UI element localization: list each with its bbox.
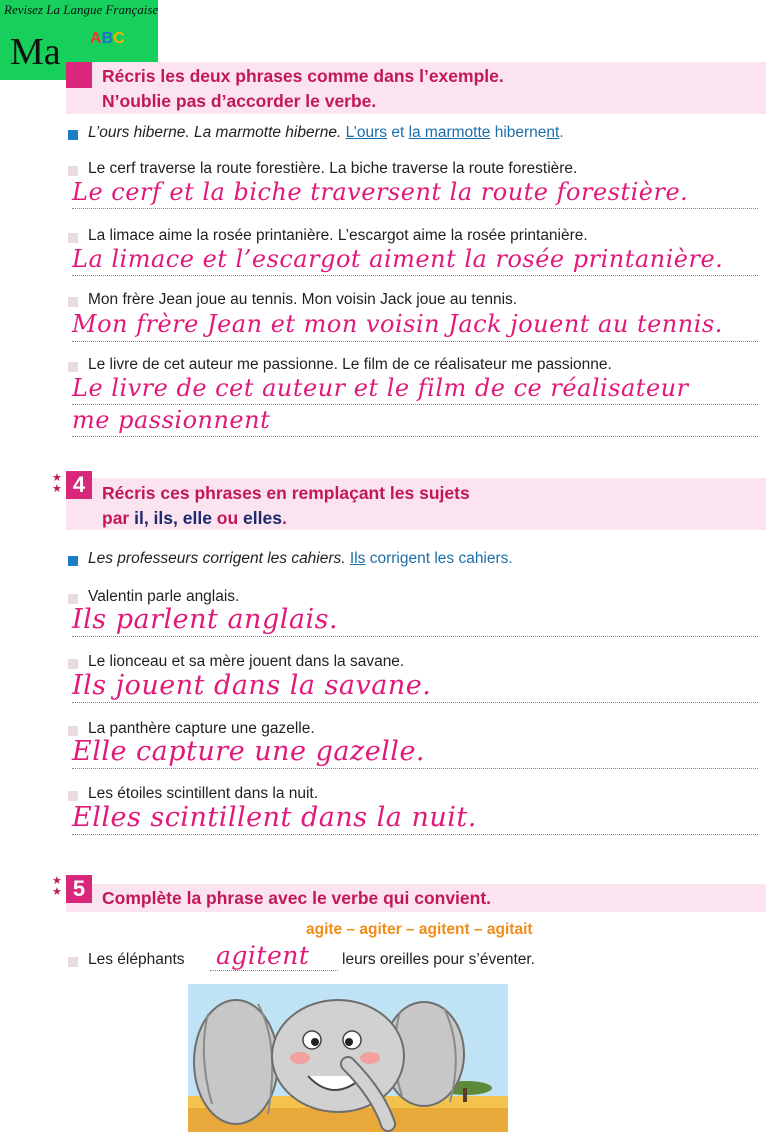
example-marker [68, 130, 78, 140]
exercise4-item1-prompt: Valentin parle anglais. [88, 588, 240, 605]
item-marker [68, 362, 78, 372]
exercise4-heading-line2: par il, ils, elle ou elles. [102, 508, 287, 528]
answer-line [72, 404, 758, 405]
logo-abc-letters: ABC [90, 30, 125, 47]
exercise4-item2-prompt: Le lionceau et sa mère jouent dans la savane. [88, 653, 405, 670]
exercise4-item3-answer: Elle capture une gazelle. [72, 736, 426, 767]
exercise3-item4-answer-line2: me passionnent [72, 406, 271, 434]
item-marker [68, 659, 78, 669]
answer-line [72, 834, 758, 835]
elephant-illustration [188, 984, 508, 1132]
answer-line [72, 275, 758, 276]
item-marker [68, 297, 78, 307]
item-marker [68, 166, 78, 176]
difficulty-stars: ★ ★ [52, 472, 62, 495]
logo-tagline: Revisez La Langue Française [4, 2, 159, 17]
item-marker [68, 791, 78, 801]
answer-line [72, 702, 758, 703]
exercise3-item4-prompt: Le livre de cet auteur me passionne. Le film de ce réalisateur me passionne. [88, 356, 612, 373]
exercise3-item3-answer: Mon frère Jean et mon voisin Jack jouent au tennis. [72, 310, 723, 338]
exercise4-item4-answer: Elles scintillent dans la nuit. [72, 802, 477, 833]
answer-line [72, 436, 758, 437]
exercise3-item2-answer: La limace et l’escargot aiment la rosée printanière. [72, 245, 724, 273]
answer-line [72, 208, 758, 209]
item-marker [68, 957, 78, 967]
exercise3-number-box [66, 62, 92, 88]
exercise5-sentence-start: Les éléphants [88, 951, 185, 968]
answer-line [72, 341, 758, 342]
exercise4-item2-answer: Ils jouent dans la savane. [72, 670, 432, 701]
exercise3-item1-answer: Le cerf et la biche traversent la route forestière. [72, 178, 689, 206]
answer-line [210, 970, 338, 971]
exercise3-item1-prompt: Le cerf traverse la route forestière. La biche traverse la route forestière. [88, 160, 578, 177]
exercise5-sentence-end: leurs oreilles pour s’éventer. [342, 951, 535, 968]
item-marker [68, 233, 78, 243]
item-marker [68, 726, 78, 736]
exercise4-example: Les professeurs corrigent les cahiers. Ils corrigent les cahiers. [88, 550, 513, 567]
elephant-image [188, 984, 508, 1132]
exercise4-heading-line1: Récris ces phrases en remplaçant les sujets [102, 483, 470, 503]
exercise3-item2-prompt: La limace aime la rosée printanière. L’escargot aime la rosée printanière. [88, 227, 588, 244]
exercise4-item1-answer: Ils parlent anglais. [72, 604, 339, 635]
answer-line [72, 768, 758, 769]
exercise4-number: 4 [66, 471, 92, 499]
exercise3-item3-prompt: Mon frère Jean joue au tennis. Mon voisin Jack joue au tennis. [88, 291, 518, 308]
exercise3-heading-line2: N’oublie pas d’accorder le verbe. [102, 91, 377, 111]
exercise4-item3-prompt: La panthère capture une gazelle. [88, 720, 315, 737]
exercise5-answer: agitent [216, 941, 310, 970]
exercise5-number: 5 [66, 875, 92, 903]
exercise3-example: L’ours hiberne. La marmotte hiberne. L’ours et la marmotte hibernent. [88, 124, 564, 141]
exercise3-heading-line1: Récris les deux phrases comme dans l’exemple. [102, 66, 504, 86]
exercise3-item4-answer: Le livre de cet auteur et le film de ce réalisateur [72, 374, 689, 402]
example-marker [68, 556, 78, 566]
difficulty-stars: ★ ★ [52, 875, 62, 898]
exercise4-item4-prompt: Les étoiles scintillent dans la nuit. [88, 785, 319, 802]
item-marker [68, 594, 78, 604]
exercise5-verb-choices: agite – agiter – agitent – agitait [306, 921, 533, 938]
answer-line [72, 636, 758, 637]
logo-ma: Ma [10, 31, 61, 73]
exercise5-heading: Complète la phrase avec le verbe qui convient. [102, 888, 492, 908]
